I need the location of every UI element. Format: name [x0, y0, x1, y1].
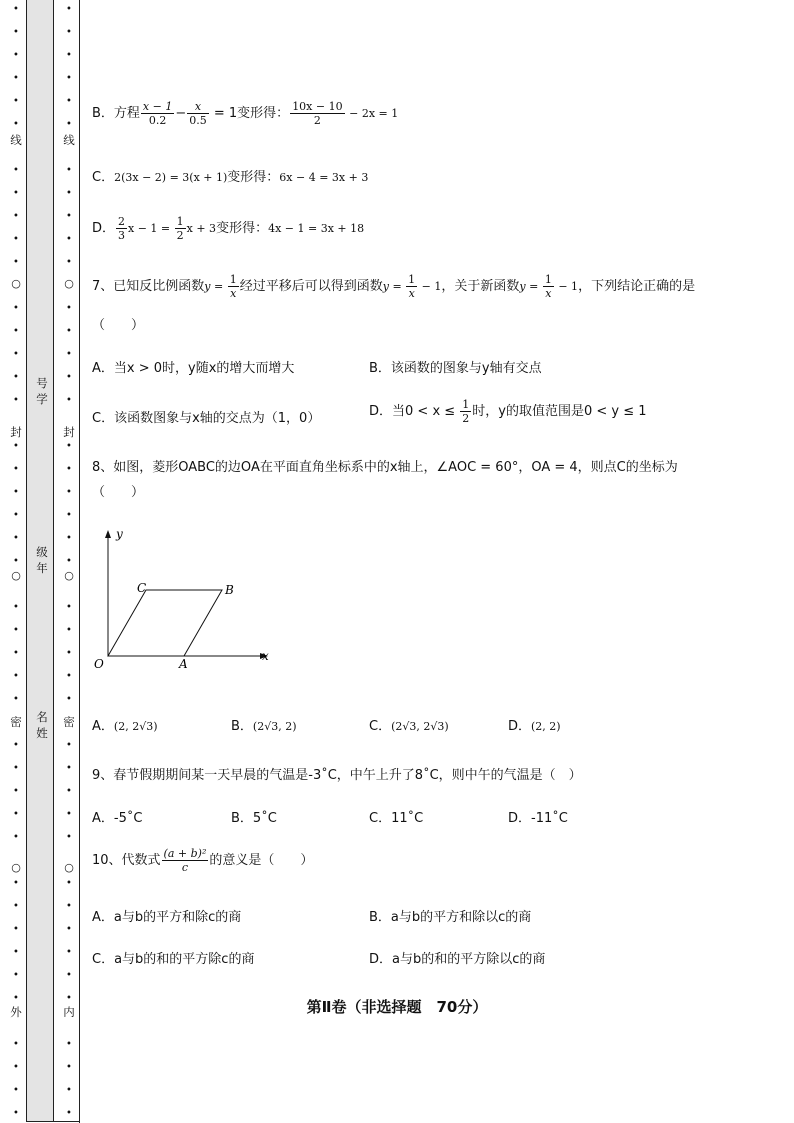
fraction-denominator: 0.5 — [189, 114, 207, 127]
fraction — [116, 215, 127, 242]
outer-dot: • — [13, 50, 19, 61]
equation-text: − 2x = 1 — [345, 107, 399, 120]
option-value: (2√3, 2√3) — [391, 720, 449, 733]
outer-dot: • — [13, 326, 19, 337]
outer-dot: • — [13, 510, 19, 521]
q9-option-a: A．-5˚C — [92, 811, 143, 826]
inner-dot: • — [66, 1039, 72, 1050]
y-axis-label: y — [116, 527, 123, 541]
inner-seal-char: 密 — [63, 715, 75, 729]
option-label: B． — [231, 719, 253, 734]
grade-char: 年 — [36, 561, 48, 575]
outer-dot: • — [13, 487, 19, 498]
option-value: (2√3, 2) — [252, 720, 297, 733]
inner-dot: • — [66, 832, 72, 843]
math-text: y = — [382, 280, 406, 293]
equation-text: x − 1 = — [128, 222, 174, 235]
inner-dot: • — [66, 73, 72, 84]
question-text: ，下列结论正确的是 — [578, 279, 696, 294]
fraction-denominator: c — [181, 861, 189, 874]
outer-dot: • — [13, 832, 19, 843]
inner-dot: • — [66, 763, 72, 774]
inner-dot: • — [66, 809, 72, 820]
inner-dot: • — [66, 211, 72, 222]
outer-dot: • — [13, 165, 19, 176]
fraction — [162, 847, 209, 874]
rhombus-figure — [88, 520, 288, 676]
fraction — [290, 100, 344, 127]
name-char: 姓 — [36, 726, 48, 740]
fraction — [141, 100, 174, 127]
inner-dot: • — [66, 188, 72, 199]
outer-dot: • — [13, 763, 19, 774]
inner-dot: • — [66, 372, 72, 383]
q10-option-d: D．a与b的和的平方除以c的商 — [369, 952, 546, 967]
fraction-numerator: 1 — [408, 273, 416, 286]
outer-dot: • — [13, 1108, 19, 1119]
fraction-denominator: 0.2 — [148, 114, 167, 127]
fraction-denominator: 2 — [462, 412, 470, 425]
point-c-label: C — [137, 581, 147, 595]
outer-circle-icon: ○ — [11, 861, 21, 874]
fraction — [175, 215, 186, 242]
option-label: C． — [92, 170, 115, 185]
outer-dot: • — [13, 1039, 19, 1050]
q8-stem: 8、如图，菱形OABC的边OA在平面直角坐标系中的x轴上，∠AOC = 60°，OA = 4，则点C的坐标为 — [92, 460, 678, 475]
inner-dot: • — [66, 533, 72, 544]
point-o-label: O — [94, 657, 104, 671]
fraction-numerator: 1 — [229, 273, 237, 286]
q8-option-b — [231, 715, 297, 734]
outer-dot: • — [13, 602, 19, 613]
outer-dot: • — [13, 970, 19, 981]
outer-dot: • — [13, 901, 19, 912]
inner-dot: • — [66, 970, 72, 981]
inner-dot: • — [66, 395, 72, 406]
inner-dot: • — [66, 694, 72, 705]
outer-dot: • — [13, 993, 19, 1004]
inner-dot: • — [66, 441, 72, 452]
rhombus-oabc — [108, 590, 222, 656]
inner-dot: • — [66, 119, 72, 130]
outer-seal-char: 封 — [10, 425, 22, 439]
outer-dot: • — [13, 4, 19, 15]
inner-dot: • — [66, 464, 72, 475]
inner-dot: • — [66, 349, 72, 360]
q7-paren: （ ） — [92, 318, 145, 333]
outer-dot: • — [13, 878, 19, 889]
outer-dot: • — [13, 648, 19, 659]
option-value: (2, 2) — [531, 720, 561, 733]
outer-dot: • — [13, 671, 19, 682]
math-text: y = — [204, 280, 227, 293]
q6-option-c — [92, 166, 368, 185]
inner-dot: • — [66, 50, 72, 61]
option-label: C． — [369, 719, 392, 734]
question-text: ，关于新函数 — [441, 279, 520, 294]
q8-option-a — [92, 715, 158, 734]
inner-dot: • — [66, 1085, 72, 1096]
inner-dot: • — [66, 556, 72, 567]
fraction — [406, 273, 417, 300]
outer-circle-icon: ○ — [11, 277, 21, 290]
inner-dot: • — [66, 1062, 72, 1073]
outer-dot: • — [13, 947, 19, 958]
outer-dot: • — [13, 27, 19, 38]
fraction-numerator: 2 — [118, 215, 126, 228]
y-axis-arrow-icon — [105, 530, 111, 538]
point-a-label: A — [179, 657, 188, 671]
fraction — [187, 100, 209, 127]
outer-dot: • — [13, 809, 19, 820]
inner-dot: • — [66, 786, 72, 797]
q8-option-d — [508, 715, 561, 734]
grade-label — [32, 544, 52, 576]
option-text: D．当0 < x ≤ — [369, 404, 460, 419]
equation-text: 变形得： — [227, 170, 280, 185]
q9-option-b: B．5˚C — [231, 811, 277, 826]
inner-dot: • — [66, 878, 72, 889]
outer-dot: • — [13, 234, 19, 245]
inner-dot: • — [66, 27, 72, 38]
option-text: 时，y的取值范围是0 < y ≤ 1 — [472, 404, 647, 419]
outer-dot: • — [13, 1085, 19, 1096]
inner-seal-char: 封 — [63, 425, 75, 439]
inner-seal-column — [59, 0, 79, 1123]
outer-dot: • — [13, 73, 19, 84]
x-axis-label: x — [262, 649, 269, 663]
outer-seal-char: 密 — [10, 715, 22, 729]
inner-dot: • — [66, 257, 72, 268]
inner-dot: • — [66, 993, 72, 1004]
outer-dot: • — [13, 556, 19, 567]
minus-sign: − — [175, 106, 187, 121]
equation-text: 变形得： — [216, 221, 269, 236]
fraction-numerator: (a + b)² — [163, 847, 207, 860]
name-char: 名 — [36, 710, 48, 724]
outer-dot: • — [13, 740, 19, 751]
equation-text: 6x − 4 = 3x + 3 — [279, 171, 369, 184]
q10-option-b: B．a与b的平方和除以c的商 — [369, 910, 532, 925]
outer-seal-char: 外 — [10, 1005, 22, 1019]
q10-option-c: C．a与b的和的平方除c的商 — [92, 952, 255, 967]
inner-circle-icon: ○ — [64, 569, 74, 582]
option-label: B．方程 — [92, 106, 140, 121]
point-b-label: B — [225, 583, 234, 597]
inner-dot: • — [66, 648, 72, 659]
fraction-numerator: x − 1 — [142, 100, 173, 113]
fraction — [460, 398, 471, 425]
inner-dot: • — [66, 671, 72, 682]
option-value: (2, 2√3) — [113, 720, 158, 733]
name-label — [32, 709, 52, 741]
fraction-numerator: 1 — [176, 215, 184, 228]
q9-option-d: D．-11˚C — [508, 811, 568, 826]
outer-dot: • — [13, 372, 19, 383]
outer-dot: • — [13, 1062, 19, 1073]
outer-dot: • — [13, 211, 19, 222]
equation-text: x + 3 — [186, 222, 217, 235]
question-text: 经过平移后可以得到函数 — [239, 279, 383, 294]
q7-option-b: B．该函数的图象与y轴有交点 — [369, 361, 542, 376]
inner-circle-icon: ○ — [64, 861, 74, 874]
outer-dot: • — [13, 441, 19, 452]
equation-text: 2(3x − 2) = 3(x + 1) — [114, 171, 228, 184]
q7-option-a: A．当x > 0时，y随x的增大而增大 — [92, 361, 295, 376]
outer-dot: • — [13, 257, 19, 268]
math-text: − 1 — [418, 280, 442, 293]
outer-dot: • — [13, 924, 19, 935]
fraction-denominator: x — [545, 287, 552, 300]
outer-dot: • — [13, 188, 19, 199]
question-text: 7、已知反比例函数 — [92, 279, 205, 294]
inner-dot: • — [66, 625, 72, 636]
math-text: y = — [519, 280, 542, 293]
outer-dot: • — [13, 694, 19, 705]
fraction-denominator: 3 — [118, 229, 126, 242]
inner-seal-char: 线 — [63, 133, 75, 147]
outer-seal-column — [6, 0, 26, 1123]
q10-stem — [92, 847, 313, 874]
inner-dot: • — [66, 740, 72, 751]
inner-dot: • — [66, 901, 72, 912]
inner-seal-char: 内 — [63, 1005, 75, 1019]
outer-dot: • — [13, 96, 19, 107]
outer-dot: • — [13, 625, 19, 636]
fraction-denominator: x — [230, 287, 237, 300]
outer-dot: • — [13, 464, 19, 475]
inner-dot: • — [66, 487, 72, 498]
outer-dot: • — [13, 119, 19, 130]
q9-option-c: C．11˚C — [369, 811, 424, 826]
option-label: D． — [508, 719, 532, 734]
inner-dot: • — [66, 234, 72, 245]
option-label: A． — [92, 719, 114, 734]
outer-seal-char: 线 — [10, 133, 22, 147]
binding-strip — [0, 0, 90, 1123]
binding-rule — [79, 0, 80, 1123]
equation-text: 4x − 1 = 3x + 18 — [268, 222, 365, 235]
fraction-denominator: x — [408, 287, 415, 300]
math-text: − 1 — [554, 280, 579, 293]
q7-option-c: C．该函数图象与x轴的交点为（1，0） — [92, 411, 321, 426]
fraction-denominator: 2 — [313, 114, 321, 127]
outer-dot: • — [13, 533, 19, 544]
section-title: 第Ⅱ卷（非选择题 70分） — [306, 998, 488, 1016]
inner-dot: • — [66, 1108, 72, 1119]
grade-char: 级 — [36, 545, 48, 559]
q7-option-d — [369, 398, 647, 425]
fraction — [543, 273, 554, 300]
fraction-numerator: 1 — [462, 398, 470, 411]
outer-dot: • — [13, 786, 19, 797]
q7-stem — [92, 273, 695, 300]
q10-option-a: A．a与b的平方和除c的商 — [92, 910, 242, 925]
outer-dot: • — [13, 395, 19, 406]
inner-circle-icon: ○ — [64, 277, 74, 290]
inner-dot: • — [66, 602, 72, 613]
q8-paren: （ ） — [92, 485, 145, 500]
option-label: D． — [92, 221, 116, 236]
fraction — [228, 273, 239, 300]
equation-text: = 1变形得： — [209, 106, 290, 121]
inner-dot: • — [66, 96, 72, 107]
inner-dot: • — [66, 4, 72, 15]
outer-circle-icon: ○ — [11, 569, 21, 582]
student-number-char: 学 — [36, 392, 48, 406]
outer-dot: • — [13, 349, 19, 360]
q9-stem: 9、春节假期期间某一天早晨的气温是-3˚C，中午上升了8˚C，则中午的气温是（ ） — [92, 768, 582, 783]
outer-dot: • — [13, 303, 19, 314]
inner-dot: • — [66, 510, 72, 521]
student-number-label — [32, 375, 52, 407]
inner-dot: • — [66, 947, 72, 958]
inner-dot: • — [66, 924, 72, 935]
inner-dot: • — [66, 326, 72, 337]
question-text: 10、代数式 — [92, 853, 161, 868]
q6-option-d — [92, 215, 364, 242]
fraction-numerator: 10x − 10 — [292, 100, 343, 113]
fraction-numerator: x — [187, 100, 209, 114]
fraction-numerator: 1 — [544, 273, 552, 286]
q6-option-b — [92, 100, 398, 127]
q8-option-c — [369, 715, 449, 734]
question-text: 的意义是（ ） — [209, 853, 314, 868]
inner-dot: • — [66, 165, 72, 176]
student-number-char: 号 — [36, 376, 48, 390]
inner-dot: • — [66, 303, 72, 314]
fraction-denominator: 2 — [176, 229, 184, 242]
